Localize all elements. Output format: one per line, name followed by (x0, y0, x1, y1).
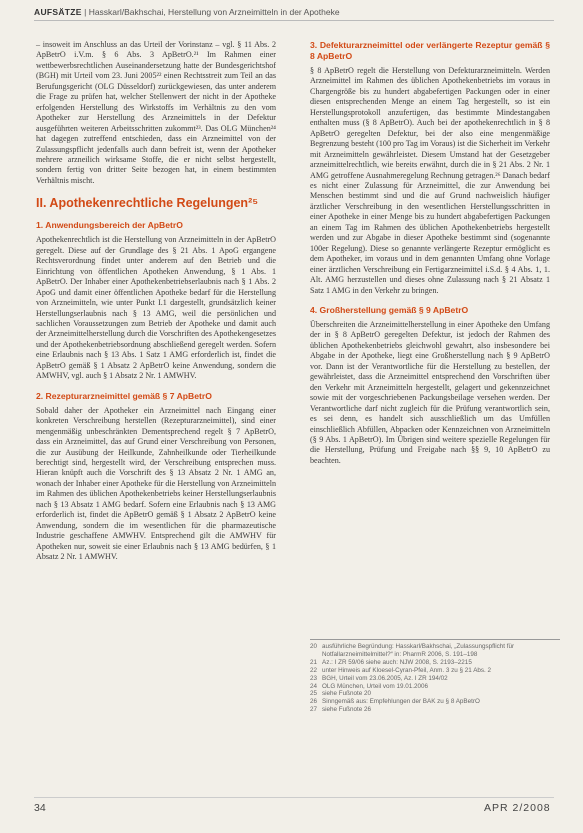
footnote: 21 Az.: I ZR 59/06 siehe auch: NJW 2008, S. 2193–2215 (310, 658, 472, 666)
right-column (310, 40, 550, 466)
running-header (34, 7, 554, 21)
footnotes (310, 639, 560, 714)
intro-paragraph: – insoweit im Anschluss an das Urteil der Vorinstanz – vgl. § 11 Abs. 2 ApBetrO i.V.m. § 6 Abs. 3 ApBetrO.²¹ Im Rahmen einer wettbewerbsrechtlichen Auseinandersetzung hatte der Bundesgerichtshof (BGH) mit Urteil vom 23. Juni 2005²² einen Rechtsstreit zum Teil an das Berufungsgericht (OLG Düsseldorf) zurückgewiesen, das unter anderem die Frage zu prüfen hat, welcher Stellenwert der nicht in der Apotheke erfolgenden Herstellung des Wirkstoffs im Verhältnis zu den vom Apotheker zur Herstellung des Arzneimittels in der Defektur ausgeführten weiteren Arbeitsschritten zukommt²³. Das OLG München²⁴ hat dagegen zutreffend entschieden, dass ein Arzneimittel von der Zulassungspflicht jedenfalls auch dann befreit ist, wenn der Apotheker mehrere arzneilich wirksame Stoffe, die er nicht selbst hergestellt, sondern fertig von dritter Seite bezogen hat, in einem bestimmten Verhältnis mischt. (36, 40, 276, 185)
footnote: 23 BGH, Urteil vom 23.06.2005, Az. I ZR 194/02 (310, 674, 448, 682)
subheading-defektur: 3. Defekturarzneimittel oder verlängerte Rezeptur gemäß § 8 ApBetrO (310, 40, 550, 61)
footnote: 24 OLG München, Urteil vom 19.01.2006 (310, 682, 429, 690)
subheading-scope: 1. Anwendungsbereich der ApBetrO (36, 220, 183, 231)
section-label: AUFSÄTZE (34, 7, 82, 17)
section-heading: II. Apothekenrechtliche Regelungen²⁵ (36, 196, 259, 211)
paragraph-rezeptur: Sobald daher der Apotheker ein Arzneimittel nach Eingang einer konkreten Verschreibung herstellen (Rezepturarzneimittel), sind einer mengenmäßig unbeschränkten Dementsprechend regelt § 7 ApBetrO, dass ein Arzneimittel, das auf Grund einer Verschreibung von Personen, die zur Ausübung der Heilkunde, Zahnheilkunde oder Tierheilkunde berechtigt sind, hergestellt wird, der Verschreibung entsprechen muss. Hieran knüpft auch die Vorschrift des § 13 Absatz 2 Nr. 1 AMG an, wonach der Inhaber einer Apotheke für die Herstellung von Arzneimitteln im Rahmen des üblichen Apothekenbetriebs keiner Herstellungserlaubnis nach § 13 Absatz 1 AMG bedarf. Sofern eine Erlaubnis nach § 13 AMG erforderlich ist, findet die ApBetrO gemäß § 1 Absatz 2 ApBetrO keine Anwendung, sondern die im wesentlichen für die pharmazeutische Industrie geschaffene AMWHV. Entsprechend gilt die AMWHV für Apotheken nur, soweit sie einer Erlaubnis nach § 13 AMG bedürfen, § 1 Absatz 2 Nr. 1 AMWHV. (36, 405, 276, 562)
footnote: 25 siehe Fußnote 20 (310, 690, 372, 698)
paragraph-grossherstellung: Überschreiten die Arzneimittelherstellung in einer Apotheke den Umfang der in § 8 ApBetrO geregelten Defektur, ist jedoch der Rahmen des üblichen Apothekenbetriebs gleichwohl gewahrt, also insbesondere bei Abgabe in der Apotheke, liegt eine Großherstellung nach § 9 ApBetrO vor. Dann ist der Verantwortliche für die Herstellung zu bestellen, der gewährleistet, dass die Arzneimittel entsprechend den Vorschriften über den Verkehr mit Arzneimitteln hergestellt, gelagert und gekennzeichnet sowie mit der vorgeschriebenen Packungsbeilage versehen werden. Der Verantwortliche darf nicht zugleich für die Prüfung verantwortlich sein, es sei denn, es handelt sich ausschließlich um das Umfüllen einschließlich Abfüllen, Abpacken oder Kennzeichnen von Arzneimitteln (§ 9 Abs. 1 ApBetrO). Im Übrigen sind weitere spezielle Regelungen für die Herstellung, Prüfung und Freigabe nach §§ 9, 10 ApBetrO zu beachten. (310, 319, 550, 465)
header-title: Hasskarl/Bakhschai, Herstellung von Arzneimitteln in der Apotheke (88, 7, 340, 17)
footer-rule (34, 797, 554, 798)
subheading-rezeptur: 2. Rezepturarzneimittel gemäß § 7 ApBetrO (36, 390, 212, 401)
paragraph-scope: Apothekenrechtlich ist die Herstellung von Arzneimitteln in der ApBetrO geregelt. Diese auf der Grundlage des § 21 Abs. 1 ApoG ergangene Rechtsverordnung findet unter anderem auf den Betrieb und die Einrichtung von öffentlichen Apotheken Anwendung, § 1 Abs. 1 ApBetrO. Der Inhaber einer Apothekenbetriebserlaubnis nach § 1 Abs. 2 ApoG und damit einer öffentlichen Apotheke bedarf für die Herstellung von Arzneimitteln, wie unter Punkt I.1 dargestellt, grundsätzlich keiner Herstellungserlaubnis nach § 13 AMG, weil die persönlichen und sachlichen Voraussetzungen zum Betrieb der Apotheke und damit auch der Arzneimittelherstellung durch die Vorschriften des Apothekengesetzes und der Apothekenbetriebsordnung abschließend geregelt werden. Sofern eine Erlaubnis nach § 13 Abs. 1 Satz 1 AMG erforderlich ist, findet die ApBetrO gemäß § 1 Absatz 2 ApBetrO keine Anwendung, sondern die AMWHV, vgl. auch § 1 Absatz 2 Nr. 1 AMWHV. (36, 235, 276, 381)
footnote: 27 siehe Fußnote 26 (310, 706, 372, 714)
footnote: 26 Sinngemäß aus: Empfehlungen der BAK zu § 8 ApBetrO (310, 698, 480, 706)
issue-label: APR 2/2008 (484, 802, 551, 814)
page-number: 34 (34, 802, 46, 814)
subheading-grossherstellung: 4. Großherstellung gemäß § 9 ApBetrO (310, 304, 469, 315)
footnote: 22 unter Hinweis auf Kloesel-Cyran-Pfeil, Anm. 3 zu § 21 Abs. 2 (310, 666, 492, 674)
paragraph-defektur: § 8 ApBetrO regelt die Herstellung von Defekturarzneimitteln. Werden Arzneimittel im Rahmen des üblichen Apothekenbetriebs im voraus in Chargengröße bis zu hundert abgabefertigen Packungen oder in einer diesen entsprechenden Menge an einem Tag hergestellt, so ist ein Herstellungsprotokoll anzufertigen, das bestimmte Mindestangaben enthalten muss (§ 8 ApBetrO). Auch bei der apothekenrechtlich in § 8 ApBetrO geregelten Defektur, bei der also eine mengenmäßige Begrenzung besteht (100 pro Tag im Voraus) ist die Sicherheit im Verkehr mit Arzneimitteln gewährleistet. Diesem Umstand hat der Gesetzgeber arzneimittelrechtlich, wie bereits erwähnt, durch die in § 21 Abs. 2 Nr. 1 AMG getroffene Ausnahmeregelung Rechnung getragen.²⁶ Danach bedarf es nicht einer Zulassung für Arzneimittel, die zur Anwendung bei Menschen bestimmt sind und die auf Grund nachweislich häufiger ärztlicher Verschreibung in den wesentlichen Herstellungsschritten in einer Apotheke in einer Menge bis zu hundert abgabefertigen Packungen an einem Tag im Rahmen des üblichen Apothekenbetriebs hergestellt werden und zur Abgabe in dieser Apotheke bestimmt sind (sogenannte 100er Regelung). Diese so genannte verlängerte Rezeptur ermöglicht es dem Apotheker, im voraus und in dem genannten Umfang ohne Vorlage einer ärztlichen Verschreibung ein Fertigarzneimittel i.S.d. § 4 Abs. 1, 1. Alt. AMG herzustellen und dieses ohne Zulassung nach § 21 Absatz 1 Satz 1 AMG in den Verkehr zu bringen. (310, 66, 550, 295)
header-separator: | (84, 7, 89, 17)
left-column (36, 40, 276, 562)
footnote: 20 ausführliche Begründung: Hasskarl/Bakhschai, „Zulassungspflicht für Notfallarzneimittelmittel?“ in: PharmR 2006, S. 191–198 (310, 643, 515, 658)
